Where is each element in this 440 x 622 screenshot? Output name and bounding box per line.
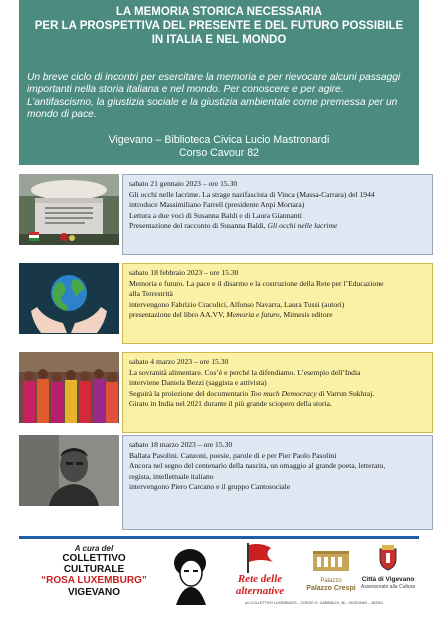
collettivo-logo — [29, 544, 159, 606]
acura-label: A cura del — [74, 544, 114, 553]
intro-line-1: Un breve ciclo di incontri per esercitare la memoria e per rievocare alcuni passaggi — [27, 72, 401, 83]
event-3-line-4: Girato in India nel 2021 durante il più grande sciopero della storia. — [129, 399, 332, 408]
palazzo-crespi-logo — [305, 547, 357, 603]
red-flag-icon — [219, 543, 301, 573]
comune-sub-label: Assessorato alla Cultura — [360, 584, 416, 590]
intro-line-4: mondo di pace. — [27, 109, 97, 121]
event-4-line-3: regista, intellettuale italiano — [129, 471, 214, 481]
event-2-line-4: presentazione del libro AA.VV, Memoria e futuro, Mimesis editore — [129, 310, 333, 319]
comune-label: Città di Vigevano — [361, 576, 415, 583]
event-2-line-2: alla Terrestrità — [129, 289, 173, 298]
event-2-line-3: intervengono Fabrizio Cracolici, Alfonso Navarra, Laura Tussi (autori) — [129, 299, 345, 309]
title-line-1: LA MEMORIA STORICA NECESSARIA — [115, 6, 323, 18]
event-1-line-2: introduce Massimiliano Farrell (presidente Anpi Mortara) — [129, 200, 305, 209]
city-crest-icon — [377, 545, 399, 571]
palazzo-small-label: Palazzo — [320, 578, 342, 584]
event-2-photo-globe-hands — [19, 263, 119, 334]
footer-address: c/o COLLETTIVO LUXEMBURG – CORSO G. GARIBALDI, 46 – VIGEVANO – 362001 — [244, 601, 384, 605]
event-1-photo-memorial — [19, 174, 119, 245]
event-2-card — [122, 263, 433, 344]
event-1-card — [122, 174, 433, 255]
event-3-photo-women-protest — [19, 352, 119, 423]
event-3-line-3: Seguirà la proiezione del documentario Too much Democracy di Varrun Sukhraj. — [129, 388, 375, 398]
intro-line-2: importanti nella storia italiana e nel mondo. Per conoscere e per agire. — [27, 84, 344, 96]
rosa-label: “ROSA LUXEMBURG” — [41, 575, 147, 586]
title-line-3: IN ITALIA E NEL MONDO — [151, 34, 287, 46]
venue-line-2: Corso Cavour 82 — [178, 147, 260, 159]
palazzo-label: Palazzo Crespi — [306, 585, 356, 592]
venue-line-1: Vigevano – Biblioteca Civica Lucio Mastronardi — [108, 134, 330, 146]
event-1-date: sabato 21 gennaio 2023 – ore 15.30 — [129, 179, 238, 188]
citta-vigevano-logo — [359, 545, 417, 603]
intro-line-3: L’antifascismo, la giustizia sociale e la giustizia ambientale come premessa per un — [27, 96, 398, 108]
city-label: VIGEVANO — [67, 587, 121, 598]
event-3-line-2: interviene Daniela Bezzi (saggista e attivista) — [129, 378, 267, 387]
event-4-line-2: Ancora nel segno del centenario della nascita, un omaggio al grande poeta, letterato, — [129, 461, 386, 470]
event-4-photo-pasolini-portrait — [19, 435, 119, 506]
event-3-line-1: La sovranità alimentare. Cos’è e perché la difendiamo. L’esempio dell’India — [129, 367, 361, 377]
event-4-line-1: Ballata Pasolini. Canzoni, poesie, parole di e per Pier Paolo Pasolini — [129, 450, 337, 460]
intro-text — [27, 72, 413, 122]
palazzo-building-icon — [311, 547, 351, 573]
rete-line-1: Rete delle — [237, 573, 283, 585]
header-panel — [19, 0, 419, 165]
event-4-date: sabato 18 marzo 2023 – ore 15.30 — [129, 440, 233, 449]
event-3-card — [122, 352, 433, 433]
event-1-line-3: Lettura a due voci di Susanna Baldi e di Laura Giannanti — [129, 210, 302, 220]
event-1-line-1: Gli occhi nelle lacrime. La strage nazifascista di Vinca (Massa-Carrara) del 1944 — [129, 189, 375, 199]
title-line-2: PER LA PROSPETTIVA DEL PRESENTE E DEL FUTURO POSSIBILE — [34, 20, 404, 32]
event-4-card — [122, 435, 433, 530]
collettivo-label: COLLETTIVO — [62, 553, 126, 564]
event-1-line-4: Presentazione del racconto di Susanna Baldi, Gli occhi nelle lacrime — [129, 221, 338, 230]
event-2-line-1: Memoria e futuro. La pace e il disarmo e la costruzione della Rete per l’Educazione — [129, 278, 384, 288]
rete-line-2: alternative — [235, 585, 285, 597]
event-2-date: sabato 18 febbraio 2023 – ore 15.30 — [129, 268, 239, 277]
event-3-date: sabato 4 marzo 2023 – ore 15.30 — [129, 357, 229, 366]
rosa-luxemburg-portrait — [164, 543, 216, 605]
footer-sponsors — [19, 536, 419, 608]
culturale-label: CULTURALE — [63, 564, 125, 575]
rete-alternative-logo — [219, 543, 301, 605]
event-4-line-4: intervengono Piero Carcano e il gruppo Cantosociale — [129, 482, 291, 491]
